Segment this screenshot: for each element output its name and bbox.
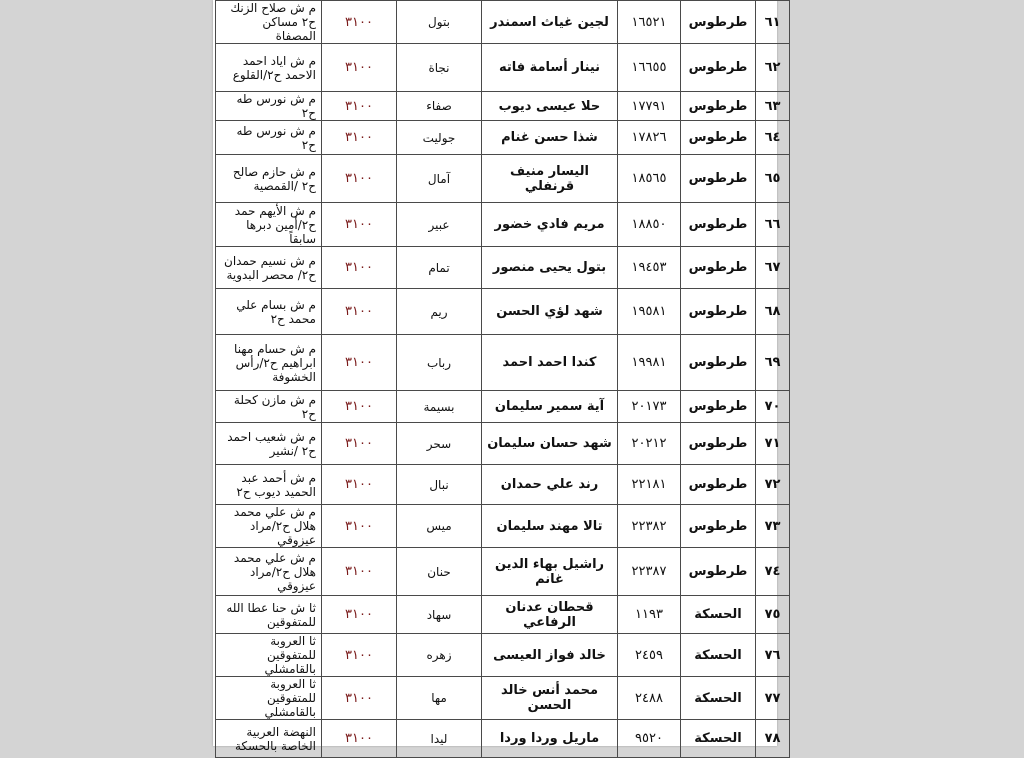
- cell-num: ٦٧: [756, 247, 790, 289]
- cell-num: ٧٤: [756, 548, 790, 596]
- cell-name: آية سمير سليمان: [482, 391, 618, 423]
- cell-num: ٧١: [756, 423, 790, 465]
- cell-num: ٧٨: [756, 720, 790, 758]
- document-page: [213, 0, 781, 753]
- cell-school: م ش علي محمد هلال ح٢/مراد عيزوقي: [216, 548, 322, 596]
- cell-gov: الحسكة: [681, 596, 756, 634]
- cell-code: ٢٤٥٩: [618, 634, 681, 677]
- cell-name: لجين غياث اسمندر: [482, 1, 618, 44]
- cell-code: ١٧٧٩١: [618, 92, 681, 121]
- cell-score: ٣١٠٠: [322, 335, 397, 391]
- cell-score: ٣١٠٠: [322, 634, 397, 677]
- cell-gov: طرطوس: [681, 92, 756, 121]
- cell-mother: نبال: [397, 465, 482, 505]
- cell-name: ماريل وردا وردا: [482, 720, 618, 758]
- cell-code: ٢٢١٨١: [618, 465, 681, 505]
- cell-name: رند علي حمدان: [482, 465, 618, 505]
- cell-school: م ش نورس طه ح٢: [216, 92, 322, 121]
- cell-name: اليسار منيف قرنفلي: [482, 155, 618, 203]
- cell-code: ١١٩٣: [618, 596, 681, 634]
- cell-school: م ش نسيم حمدان ح٢/ محصر البدوية: [216, 247, 322, 289]
- cell-gov: طرطوس: [681, 155, 756, 203]
- cell-num: ٧٠: [756, 391, 790, 423]
- cell-mother: ميس: [397, 505, 482, 548]
- cell-gov: طرطوس: [681, 44, 756, 92]
- cell-school: م ش صلاح الزنك ح٢ مساكن المصفاة: [216, 1, 322, 44]
- cell-gov: الحسكة: [681, 634, 756, 677]
- cell-score: ٣١٠٠: [322, 423, 397, 465]
- cell-school: النهضة العربية الخاصة بالحسكة: [216, 720, 322, 758]
- cell-score: ٣١٠٠: [322, 121, 397, 155]
- cell-mother: جوليت: [397, 121, 482, 155]
- table-row: [216, 596, 790, 634]
- cell-mother: صفاء: [397, 92, 482, 121]
- cell-gov: طرطوس: [681, 391, 756, 423]
- cell-code: ٢٤٨٨: [618, 677, 681, 720]
- cell-num: ٧٧: [756, 677, 790, 720]
- table-row: [216, 289, 790, 335]
- cell-mother: رباب: [397, 335, 482, 391]
- table-row: [216, 634, 790, 677]
- results-table: [215, 0, 790, 758]
- cell-gov: طرطوس: [681, 548, 756, 596]
- cell-code: ٢٠١٧٣: [618, 391, 681, 423]
- cell-school: م ش نورس طه ح٢: [216, 121, 322, 155]
- cell-mother: بتول: [397, 1, 482, 44]
- cell-school: ثا العروبة للمتفوقين بالقامشلي: [216, 677, 322, 720]
- cell-num: ٦٥: [756, 155, 790, 203]
- cell-mother: ليدا: [397, 720, 482, 758]
- cell-name: شذا حسن غنام: [482, 121, 618, 155]
- cell-num: ٦٦: [756, 203, 790, 247]
- cell-gov: الحسكة: [681, 720, 756, 758]
- cell-code: ٢٠٢١٢: [618, 423, 681, 465]
- table-body: [216, 1, 790, 758]
- cell-school: م ش علي محمد هلال ح٢/مراد عيزوقي: [216, 505, 322, 548]
- cell-name: بتول يحيى منصور: [482, 247, 618, 289]
- cell-num: ٧٥: [756, 596, 790, 634]
- table-row: [216, 548, 790, 596]
- cell-gov: طرطوس: [681, 423, 756, 465]
- cell-name: قحطان عدنان الرفاعي: [482, 596, 618, 634]
- cell-score: ٣١٠٠: [322, 247, 397, 289]
- cell-mother: مها: [397, 677, 482, 720]
- cell-name: حلا عيسى ديوب: [482, 92, 618, 121]
- cell-name: شهد حسان سليمان: [482, 423, 618, 465]
- cell-name: نينار أسامة فاته: [482, 44, 618, 92]
- cell-school: م ش حسام مهنا ابراهيم ح٢/رأس الخشوفة: [216, 335, 322, 391]
- table-row: [216, 44, 790, 92]
- cell-num: ٦٩: [756, 335, 790, 391]
- cell-mother: آمال: [397, 155, 482, 203]
- cell-score: ٣١٠٠: [322, 391, 397, 423]
- cell-mother: ريم: [397, 289, 482, 335]
- cell-mother: عبير: [397, 203, 482, 247]
- cell-score: ٣١٠٠: [322, 596, 397, 634]
- cell-gov: طرطوس: [681, 203, 756, 247]
- cell-mother: سهاد: [397, 596, 482, 634]
- cell-num: ٦٨: [756, 289, 790, 335]
- cell-num: ٧٣: [756, 505, 790, 548]
- cell-mother: بسيمة: [397, 391, 482, 423]
- cell-name: خالد فواز العيسى: [482, 634, 618, 677]
- cell-score: ٣١٠٠: [322, 289, 397, 335]
- cell-num: ٦٤: [756, 121, 790, 155]
- table-row: [216, 92, 790, 121]
- cell-code: ١٧٨٢٦: [618, 121, 681, 155]
- cell-code: ١٨٥٦٥: [618, 155, 681, 203]
- cell-school: م ش اياد احمد الاحمد ح٢/القلوع: [216, 44, 322, 92]
- cell-mother: تمام: [397, 247, 482, 289]
- table-row: [216, 677, 790, 720]
- cell-school: م ش حازم صالح ح٢ /القمصية: [216, 155, 322, 203]
- cell-mother: نجاة: [397, 44, 482, 92]
- cell-num: ٦١: [756, 1, 790, 44]
- cell-gov: طرطوس: [681, 335, 756, 391]
- cell-code: ١٩٩٨١: [618, 335, 681, 391]
- cell-score: ٣١٠٠: [322, 677, 397, 720]
- table-row: [216, 155, 790, 203]
- cell-school: م ش شعيب احمد ح٢ /نشير: [216, 423, 322, 465]
- table-row: [216, 720, 790, 758]
- cell-score: ٣١٠٠: [322, 548, 397, 596]
- table-row: [216, 423, 790, 465]
- cell-gov: طرطوس: [681, 505, 756, 548]
- cell-code: ١٩٥٨١: [618, 289, 681, 335]
- cell-score: ٣١٠٠: [322, 720, 397, 758]
- cell-score: ٣١٠٠: [322, 92, 397, 121]
- cell-code: ١٦٦٥٥: [618, 44, 681, 92]
- cell-code: ١٨٨٥٠: [618, 203, 681, 247]
- cell-school: ثا ش حنا عطا الله للمتفوقين: [216, 596, 322, 634]
- cell-school: م ش بسام علي محمد ح٢: [216, 289, 322, 335]
- cell-score: ٣١٠٠: [322, 203, 397, 247]
- cell-name: مريم فادي خضور: [482, 203, 618, 247]
- cell-num: ٦٣: [756, 92, 790, 121]
- cell-school: م ش أحمد عبد الحميد ديوب ح٢: [216, 465, 322, 505]
- cell-gov: طرطوس: [681, 1, 756, 44]
- cell-gov: طرطوس: [681, 289, 756, 335]
- cell-num: ٦٢: [756, 44, 790, 92]
- cell-code: ٩٥٢٠: [618, 720, 681, 758]
- cell-code: ١٩٤٥٣: [618, 247, 681, 289]
- table-row: [216, 203, 790, 247]
- cell-name: تالا مهند سليمان: [482, 505, 618, 548]
- table-row: [216, 391, 790, 423]
- cell-code: ٢٢٣٨٧: [618, 548, 681, 596]
- cell-name: محمد أنس خالد الحسن: [482, 677, 618, 720]
- cell-school: م ش مازن كحلة ح٢: [216, 391, 322, 423]
- table-row: [216, 247, 790, 289]
- cell-gov: طرطوس: [681, 247, 756, 289]
- cell-code: ٢٢٣٨٢: [618, 505, 681, 548]
- table-row: [216, 505, 790, 548]
- cell-name: شهد لؤي الحسن: [482, 289, 618, 335]
- table-row: [216, 1, 790, 44]
- cell-mother: زهره: [397, 634, 482, 677]
- cell-gov: طرطوس: [681, 121, 756, 155]
- cell-code: ١٦٥٢١: [618, 1, 681, 44]
- cell-score: ٣١٠٠: [322, 44, 397, 92]
- table-row: [216, 465, 790, 505]
- table-row: [216, 121, 790, 155]
- cell-num: ٧٦: [756, 634, 790, 677]
- cell-num: ٧٢: [756, 465, 790, 505]
- cell-mother: حنان: [397, 548, 482, 596]
- cell-gov: الحسكة: [681, 677, 756, 720]
- cell-school: ثا العروبة للمتفوقين بالقامشلي: [216, 634, 322, 677]
- cell-name: راشيل بهاء الدين غانم: [482, 548, 618, 596]
- cell-score: ٣١٠٠: [322, 1, 397, 44]
- cell-school: م ش الأيهم حمد ح٢/أمين دبرها سابقاً: [216, 203, 322, 247]
- table-row: [216, 335, 790, 391]
- cell-score: ٣١٠٠: [322, 155, 397, 203]
- cell-gov: طرطوس: [681, 465, 756, 505]
- cell-score: ٣١٠٠: [322, 505, 397, 548]
- cell-mother: سحر: [397, 423, 482, 465]
- cell-score: ٣١٠٠: [322, 465, 397, 505]
- cell-name: كندا احمد احمد: [482, 335, 618, 391]
